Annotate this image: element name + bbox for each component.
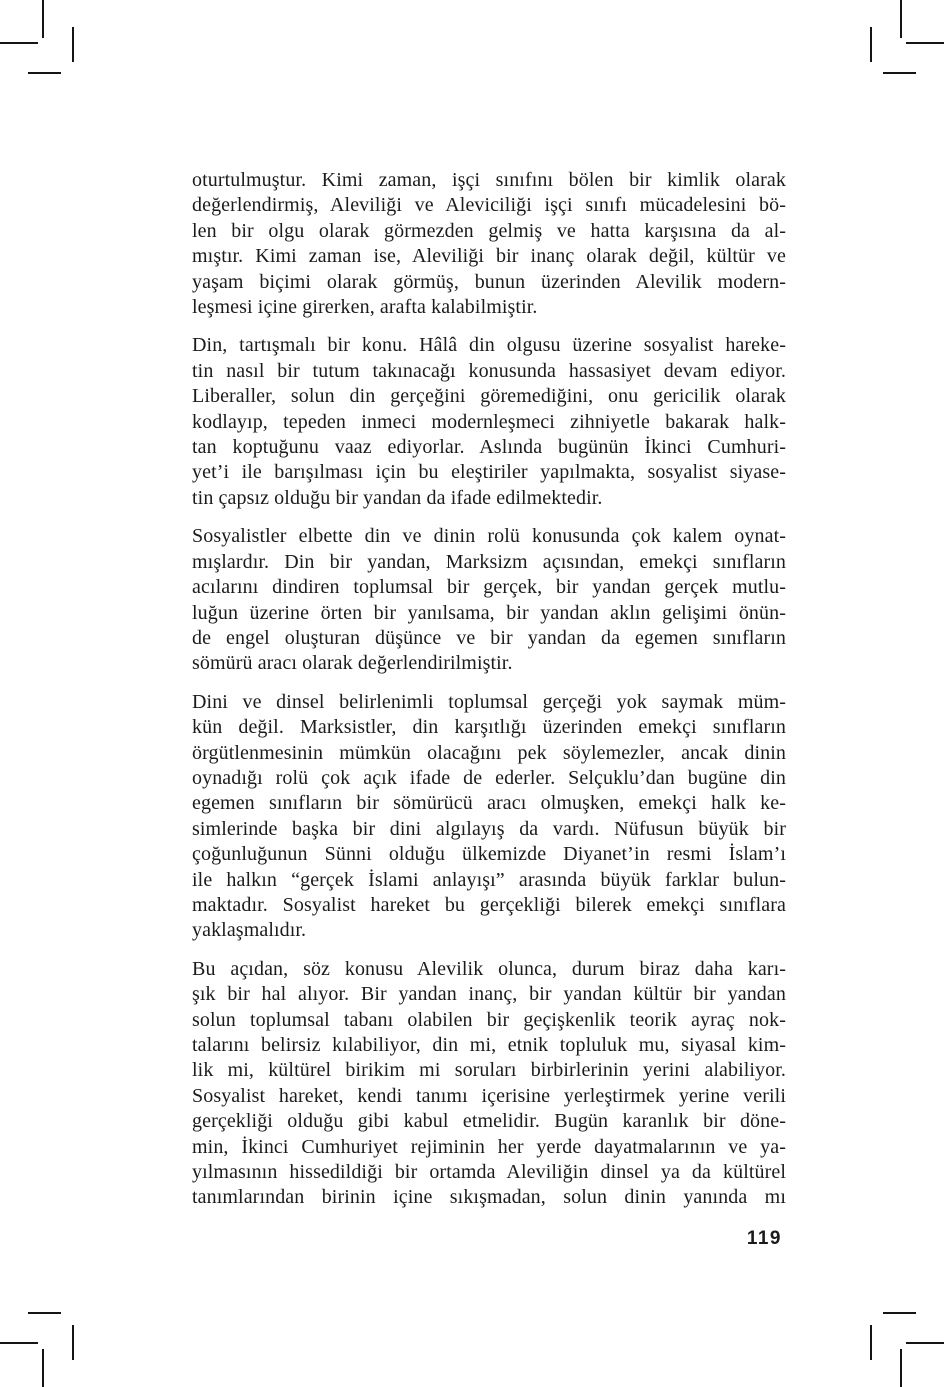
paragraph [192, 168, 786, 320]
crop-mark-top-right-horizontal-outer [906, 42, 944, 44]
text-line: lik mi, kültürel birikim mi soruları birbirlerinin yerini alabiliyor. [192, 1059, 786, 1082]
text-line: mıştır. Kimi zaman ise, Aleviliği bir inanç olarak değil, kültür ve [192, 245, 786, 268]
text-line: acılarını dindiren toplumsal bir gerçek, bir yandan gerçek mutlu- [192, 576, 786, 599]
text-line: tin çapsız olduğu bir yandan da ifade edilmektedir. [192, 486, 603, 509]
text-line: tanımlarından birinin içine sıkışmadan, solun dinin yanında mı [192, 1186, 786, 1209]
text-line: tan koptuğunu vaaz ediyorlar. Aslında bugünün İkinci Cumhuri- [192, 436, 786, 459]
paragraph [192, 524, 786, 676]
text-line: çoğunluğunun Sünni olduğu ülkemizde Diyanet’in resmi İslam’ı [192, 843, 786, 866]
crop-mark-bottom-left-horizontal-outer [0, 1342, 38, 1344]
crop-mark-top-left-vertical-outer [42, 0, 44, 38]
crop-mark-top-right-vertical-inner [870, 27, 872, 62]
crop-mark-bottom-right-vertical-outer [900, 1349, 902, 1387]
text-line: Dini ve dinsel belirlenimli toplumsal gerçeği yok saymak müm- [192, 690, 786, 713]
text-line: Din, tartışmalı bir konu. Hâlâ din olgusu üzerine sosyalist hareke- [192, 334, 786, 357]
text-line: oynadığı rolü çok açık ifade de ederler. Selçuklu’dan bugüne din [192, 766, 786, 789]
text-line: gerçekliği olduğu gibi kabul etmelidir. Bugün karanlık bir döne- [192, 1110, 786, 1133]
text-line: sömürü aracı olarak değerlendirilmiştir. [192, 652, 513, 675]
crop-mark-top-right-vertical-outer [900, 0, 902, 38]
text-line: yaşam biçimi olarak görmüş, bunun üzerinden Alevilik modern- [192, 270, 786, 293]
text-line: yaklaşmalıdır. [192, 919, 307, 942]
text-line: örgütlenmesinin mümkün olacağını pek söylemezler, ancak dinin [192, 741, 786, 764]
text-line: solun toplumsal tabanı olabilen bir geçişkenlik teorik ayraç nok- [192, 1008, 786, 1031]
crop-mark-bottom-left-horizontal-inner [28, 1312, 61, 1314]
crop-mark-top-left-vertical-inner [72, 27, 74, 62]
text-line: Liberaller, solun din gerçeğini göremediğini, onu gericilik olarak [192, 385, 786, 408]
crop-mark-bottom-left-vertical-outer [42, 1349, 44, 1387]
crop-mark-bottom-left-vertical-inner [72, 1325, 74, 1360]
text-line: leşmesi içine girerken, arafta kalabilmiştir. [192, 296, 538, 319]
page-number: 119 [746, 1228, 782, 1249]
text-line: kodlayıp, tepeden inmeci modernleşmeci zihniyetle bakarak halk- [192, 410, 786, 433]
text-line: egemen sınıfların bir sömürücü aracı olmuşken, emekçi halk ke- [192, 792, 786, 815]
crop-mark-top-left-horizontal-outer [0, 42, 38, 44]
text-line: yılmasının hissedildiği bir ortamda Aleviliğin dinsel ya da kültürel [192, 1161, 786, 1184]
text-line: de engel oluşturan düşünce ve bir yandan da egemen sınıfların [192, 626, 786, 649]
paragraph [192, 333, 786, 511]
text-line: şık bir hal alıyor. Bir yandan inanç, bir yandan kültür bir yandan [192, 983, 786, 1006]
text-line: talarını belirsiz kılabiliyor, din mi, etnik topluluk mu, siyasal kim- [192, 1034, 786, 1056]
text-line: kün değil. Marksistler, din karşıtlığı üzerinden emekçi sınıfların [192, 716, 786, 739]
paragraph [192, 690, 786, 944]
text-line: len bir olgu olarak görmezden gelmiş ve hatta karşısına da al- [192, 219, 786, 242]
crop-mark-bottom-right-horizontal-inner [883, 1312, 916, 1314]
paragraph [192, 957, 786, 1211]
crop-mark-bottom-right-horizontal-outer [906, 1342, 944, 1344]
text-line: Bu açıdan, söz konusu Alevilik olunca, durum biraz daha karı- [192, 957, 786, 980]
page-text-block [192, 168, 786, 1211]
text-line: maktadır. Sosyalist hareket bu gerçekliği bilerek emekçi sınıflara [192, 893, 786, 916]
text-line: mışlardır. Din bir yandan, Marksizm açısından, emekçi sınıfların [192, 550, 786, 573]
text-line: tin nasıl bir tutum takınacağı konusunda hassasiyet devam ediyor. [192, 359, 786, 382]
text-line: luğun üzerine örten bir yanılsama, bir yandan aklın gelişimi önün- [192, 601, 786, 624]
crop-mark-top-left-horizontal-inner [28, 72, 61, 74]
text-line: Sosyalist hareket, kendi tanımı içerisine yerleştirmek yerine verili [192, 1084, 786, 1107]
text-line: Sosyalistler elbette din ve dinin rolü konusunda çok kalem oynat- [192, 525, 786, 548]
text-line: simlerinde başka bir dini algılayış da vardı. Nüfusun büyük bir [192, 817, 786, 840]
crop-mark-bottom-right-vertical-inner [870, 1325, 872, 1360]
text-line: min, İkinci Cumhuriyet rejiminin her yerde dayatmalarının ve ya- [192, 1135, 786, 1158]
text-line: değerlendirmiş, Aleviliği ve Aleviciliği işçi sınıfı mücadelesini bö- [192, 194, 786, 217]
text-line: yet’i ile barışılması için bu eleştiriler yapılmakta, sosyalist siyase- [192, 461, 786, 484]
text-line: ile halkın “gerçek İslami anlayışı” arasında büyük farklar bulun- [192, 868, 786, 891]
text-line: oturtulmuştur. Kimi zaman, işçi sınıfını bölen bir kimlik olarak [192, 169, 786, 191]
crop-mark-top-right-horizontal-inner [883, 72, 916, 74]
